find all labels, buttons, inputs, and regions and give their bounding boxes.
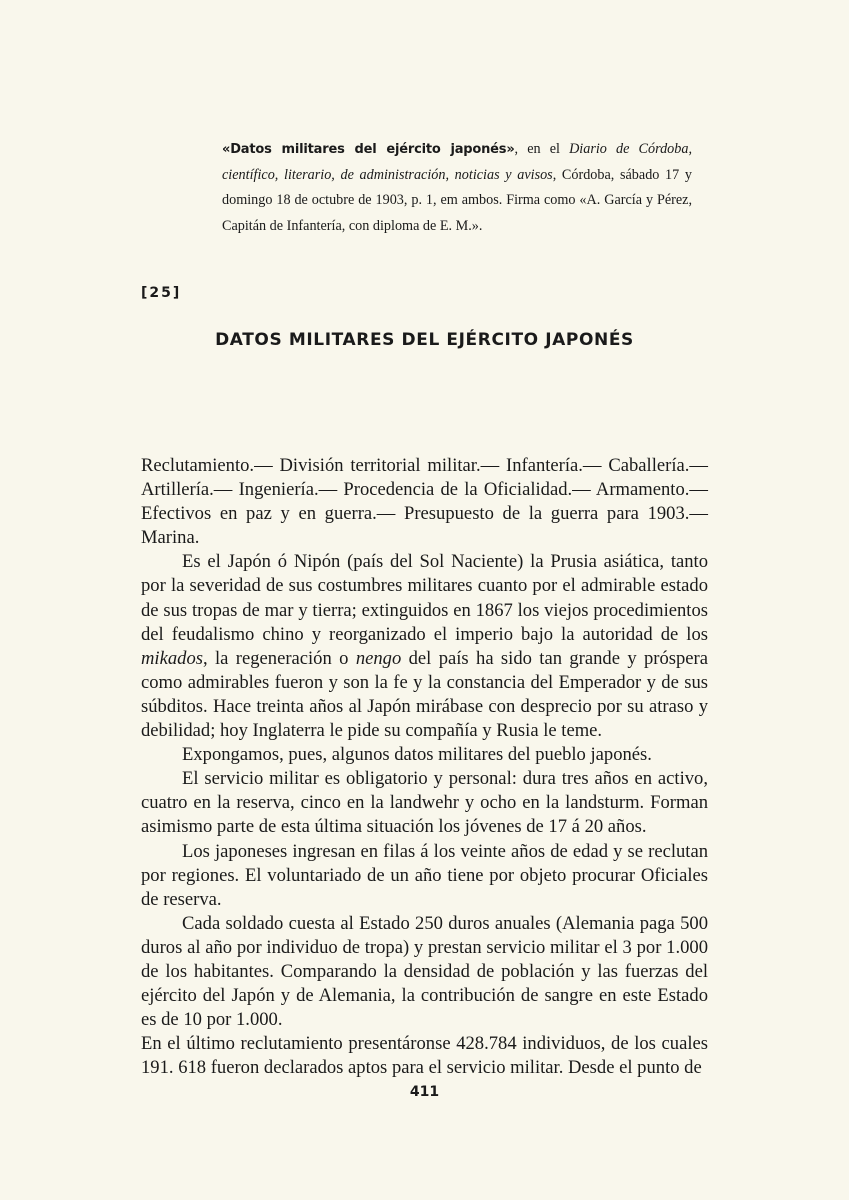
- paragraph-expongamos: Expongamos, pues, algunos datos militares del pueblo japonés.: [182, 744, 652, 766]
- note-details: , Córdoba, sábado 17 y domingo 18 de octubre de 1903, p. 1, em ambos. Firma como «A. García y Pérez, Capitán de Infantería, con diploma de E. M.».: [222, 166, 692, 234]
- paragraph-service: El servicio militar es obligatorio y personal: dura tres años en activo, cuatro en la reserva, cinco en la landwehr y ocho en la landsturm. Forman asimismo parte de esta última situación los jóvenes de 17 á 20 años.: [141, 768, 708, 838]
- section-number: [25]: [141, 285, 182, 301]
- page-number: 411: [409, 1084, 440, 1100]
- paragraph-intro-part-2: , la regeneración o: [202, 647, 356, 669]
- paragraph-cost: Cada soldado cuesta al Estado 250 duros anuales (Alemania paga 500 duros al año por individuo de tropa) y prestan servicio militar el 3 por 1.000 de los habitantes. Comparando la densidad de población y las fuerzas del ejército del Japón y de Alemania, la contribución de sangre en este Estado es de 10 por 1.000.: [141, 912, 708, 1031]
- italic-nengo: nengo: [355, 647, 402, 669]
- paragraph-last-recruitment: En el último reclutamiento presentáronse 428.784 individuos, de los cuales 191. 618 fueron declarados aptos para el servicio militar. Desde el punto de: [141, 1033, 708, 1079]
- source-note: [222, 137, 692, 239]
- paragraph-recruitment: Los japoneses ingresan en filas á los veinte años de edad y se reclutan por regiones. El voluntariado de un año tiene por objeto procurar Oficiales de reserva.: [141, 840, 708, 910]
- note-article-title: «Datos militares del ejército japonés»: [222, 142, 515, 157]
- paragraph-intro: [141, 550, 708, 743]
- note-connector: , en el: [514, 141, 570, 157]
- section-title: DATOS MILITARES DEL EJÉRCITO JAPONÉS: [215, 330, 634, 350]
- paragraph-summary: Reclutamiento.— División territorial militar.— Infantería.— Caballería.— Artillería.— Ingeniería.— Procedencia de la Oficialidad.— Armamento.— Efectivos en paz y en guerra.— Presupuesto de la guerra para 1903.— Marina.: [141, 455, 708, 549]
- paragraph-intro-part-1: Es el Japón ó Nipón (país del Sol Naciente) la Prusia asiática, tanto por la severidad de sus costumbres militares cuanto por el admirable estado de sus tropas de mar y tierra; extinguidos en 1867 los viejos procedimientos del feudalismo chino y reorganizado el imperio bajo la autoridad de los: [141, 551, 708, 645]
- paragraph-intro-part-3: del país ha sido tan grande y próspera como admirables fueron y son la fe y la constancia del Emperador y de sus súbditos. Hace treinta años al Japón mirábase con desprecio por su atraso y debilidad; hoy Inglaterra le pide su compañía y Rusia le teme.: [141, 647, 708, 742]
- italic-mikados: mikados: [141, 647, 203, 669]
- note-newspaper-name: Diario de Córdoba, científico, literario, de administración, noticias y avisos: [222, 141, 692, 183]
- body-text: [141, 454, 708, 1080]
